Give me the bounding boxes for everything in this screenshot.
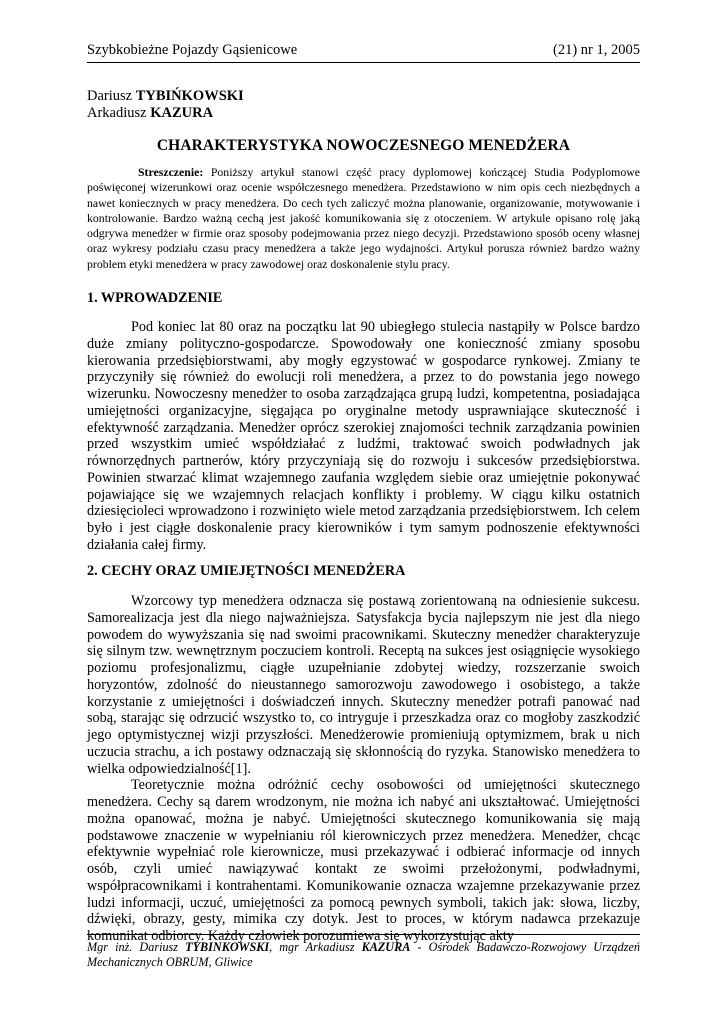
section-2-paragraph-2: Teoretycznie można odróżnić cechy osobowości od umiejętności skutecznego menedżera. Cechy są darem wrodzonym, nie można ich nabyć ani ukształtować. Umiejętności można opanować, można je nabyć. Umiejętności skutecznego komunikowania się mają podstawowe znaczenie w wypełnianiu ról kierowniczych przez menedżera. Menedżer, chcąc efektywnie wypełniać role kierownicze, musi przekazywać i odbierać informacje od innych osób, czyli umieć nawiązywać kontakt ze swoimi przełożonymi, podwładnymi, współpracownikami i kontrahentami. Komunikowanie oznacza wzajemne przekazywanie przez ludzi informacji, uczuć, umiejętności za pomocą pewnych symboli, takich jak: słowa, liczby, dźwięki, obrazy, gesty, mimika czy dotyk. Jest to proces, w którym nadawca przekazuje komunikat odbiorcy. Każdy człowiek porozumiewa się wykorzystując akty bbox=[87, 777, 640, 944]
footnote-mid: , mgr Arkadiusz bbox=[269, 940, 362, 954]
author-2-last-name: KAZURA bbox=[150, 105, 214, 121]
author-1-last-name: TYBIŃKOWSKI bbox=[135, 88, 244, 104]
section-1-heading: 1. WPROWADZENIE bbox=[87, 290, 223, 306]
footnote-divider bbox=[87, 934, 640, 935]
abstract-lead: Streszczenie: bbox=[138, 165, 204, 179]
author-1-first-name: Dariusz bbox=[87, 88, 133, 104]
author-affiliation-footnote bbox=[87, 940, 640, 970]
running-header bbox=[87, 42, 640, 59]
paper-title: CHARAKTERYSTYKA NOWOCZESNEGO MENEDŻERA bbox=[156, 137, 571, 154]
author-list bbox=[87, 88, 244, 122]
section-2-paragraph-1: Wzorcowy typ menedżera odznacza się postawą zorientowaną na odniesienie sukcesu. Samorealizacja jest dla niego najważniejsza. Satysfakcja bycia najlepszym nie jest dla niego powodem do wywyższania się nad swoimi pracownikami. Skuteczny menedżer charakteryzuje się silnym tzw. wewnętrznym poczuciem kontroli. Receptą na sukces jest osiągnięcie wysokiego poziomu profesjonalizmu, ciągłe uzupełnianie zdobytej wiedzy, rozszerzanie swoich horyzontów, zdolność do nieustannego samorozwoju zawodowego i osobistego, a także korzystanie z umiejętności i doświadczeń innych. Skuteczny menedżer potrafi panować nad sobą, starając się odrzucić wszystko to, co intryguje i przeszkadza oraz co mogłoby zaszkodzić jego optymistycznej wizji przyszłości. Menedżerowie promieniują optymizmem, brak u nich uczucia strachu, a ich postawy odznaczają się skłonnością do ryzyka. Stanowisko menedżera to wielka odpowiedzialność[1]. bbox=[87, 593, 640, 777]
author-1 bbox=[87, 88, 244, 105]
abstract bbox=[87, 165, 640, 272]
footnote-prefix: Mgr inż. Dariusz bbox=[87, 940, 186, 954]
section-1-paragraph-1: Pod koniec lat 80 oraz na początku lat 90 ubiegłego stulecia nastąpiły w Polsce bardzo duże zmiany polityczno-gospodarcze. Spowodowały one konieczność zmiany sposobu kierowania przedsiębiorstwami, aby mogły egzystować w gospodarce rynkowej. Zmiany te przyczyniły się również do ewolucji roli menedżera, a przez to do powstania jego nowego wizerunku. Nowoczesny menedżer to osoba zarządzająca grupą ludzi, kompetentna, posiadająca umiejętności organizacyjne, sięgająca po oryginalne metody usprawniające skuteczność i efektywność zarządzania. Menedżer oprócz szerokiej znajomości technik zarządzania powinien przed wszystkim umieć współdziałać z ludźmi, traktować swoich podwładnych jak równorzędnych partnerów, który przyczyniają się do rozwoju i sukcesów przedsiębiorstwa. Powinien stwarzać klimat wzajemnego zaufania względem siebie oraz umiejętnie pokonywać pojawiające się we wzajemnych relacjach konflikty i problemy. W ciągu kilku ostatnich dziesięcioleci wprowadzono i rozwinięto wiele metod zarządzania przedsiębiorstwem. Ich celem było i jest ciągłe doskonalenie pracy kierowników i tym samym podnoszenie efektywności działania całej firmy. bbox=[87, 319, 640, 553]
issue-number: (21) nr 1, 2005 bbox=[553, 42, 640, 58]
author-2-first-name: Arkadiusz bbox=[87, 105, 147, 121]
journal-name: Szybkobieżne Pojazdy Gąsienicowe bbox=[87, 42, 298, 58]
footnote-affiliation: - Ośrodek Badawczo-Rozwojowy Urządzeń Mechanicznych OBRUM, Gliwice bbox=[87, 940, 640, 969]
abstract-text: Poniższy artykuł stanowi część pracy dyplomowej kończącej Studia Podyplomowe poświęconej wizerunkowi oraz ocenie współczesnego menedżera. Przedstawiono w nim opis cech niezbędnych a nawet koniecznych w pracy menedżera. Do cech tych zaliczyć można planowanie, organizowanie, motywowanie i kontrolowanie. Bardzo ważną cechą jest jakość komunikowania się z otoczeniem. W artykule opisano rolę jaką odgrywa menedżer w firmie oraz sposoby podejmowania przez niego decyzji. Przedstawiono sposób oceny własnej oraz wykresy podziału czasu pracy menedżera a także jego wydajności. Artykuł porusza również bardzo ważny problem etyki menedżera w pracy zawodowej oraz doskonalenie stylu pracy. bbox=[87, 165, 640, 271]
header-divider bbox=[87, 62, 640, 63]
section-2-body bbox=[87, 593, 640, 945]
section-1-body bbox=[87, 319, 640, 554]
footnote-name-2: KAZURA bbox=[361, 940, 411, 954]
section-2-heading: 2. CECHY ORAZ UMIEJĘTNOŚCI MENEDŻERA bbox=[87, 563, 406, 579]
author-2 bbox=[87, 105, 244, 122]
abstract-paragraph bbox=[87, 165, 640, 272]
footnote-name-1: TYBINKOWSKI bbox=[185, 940, 270, 954]
